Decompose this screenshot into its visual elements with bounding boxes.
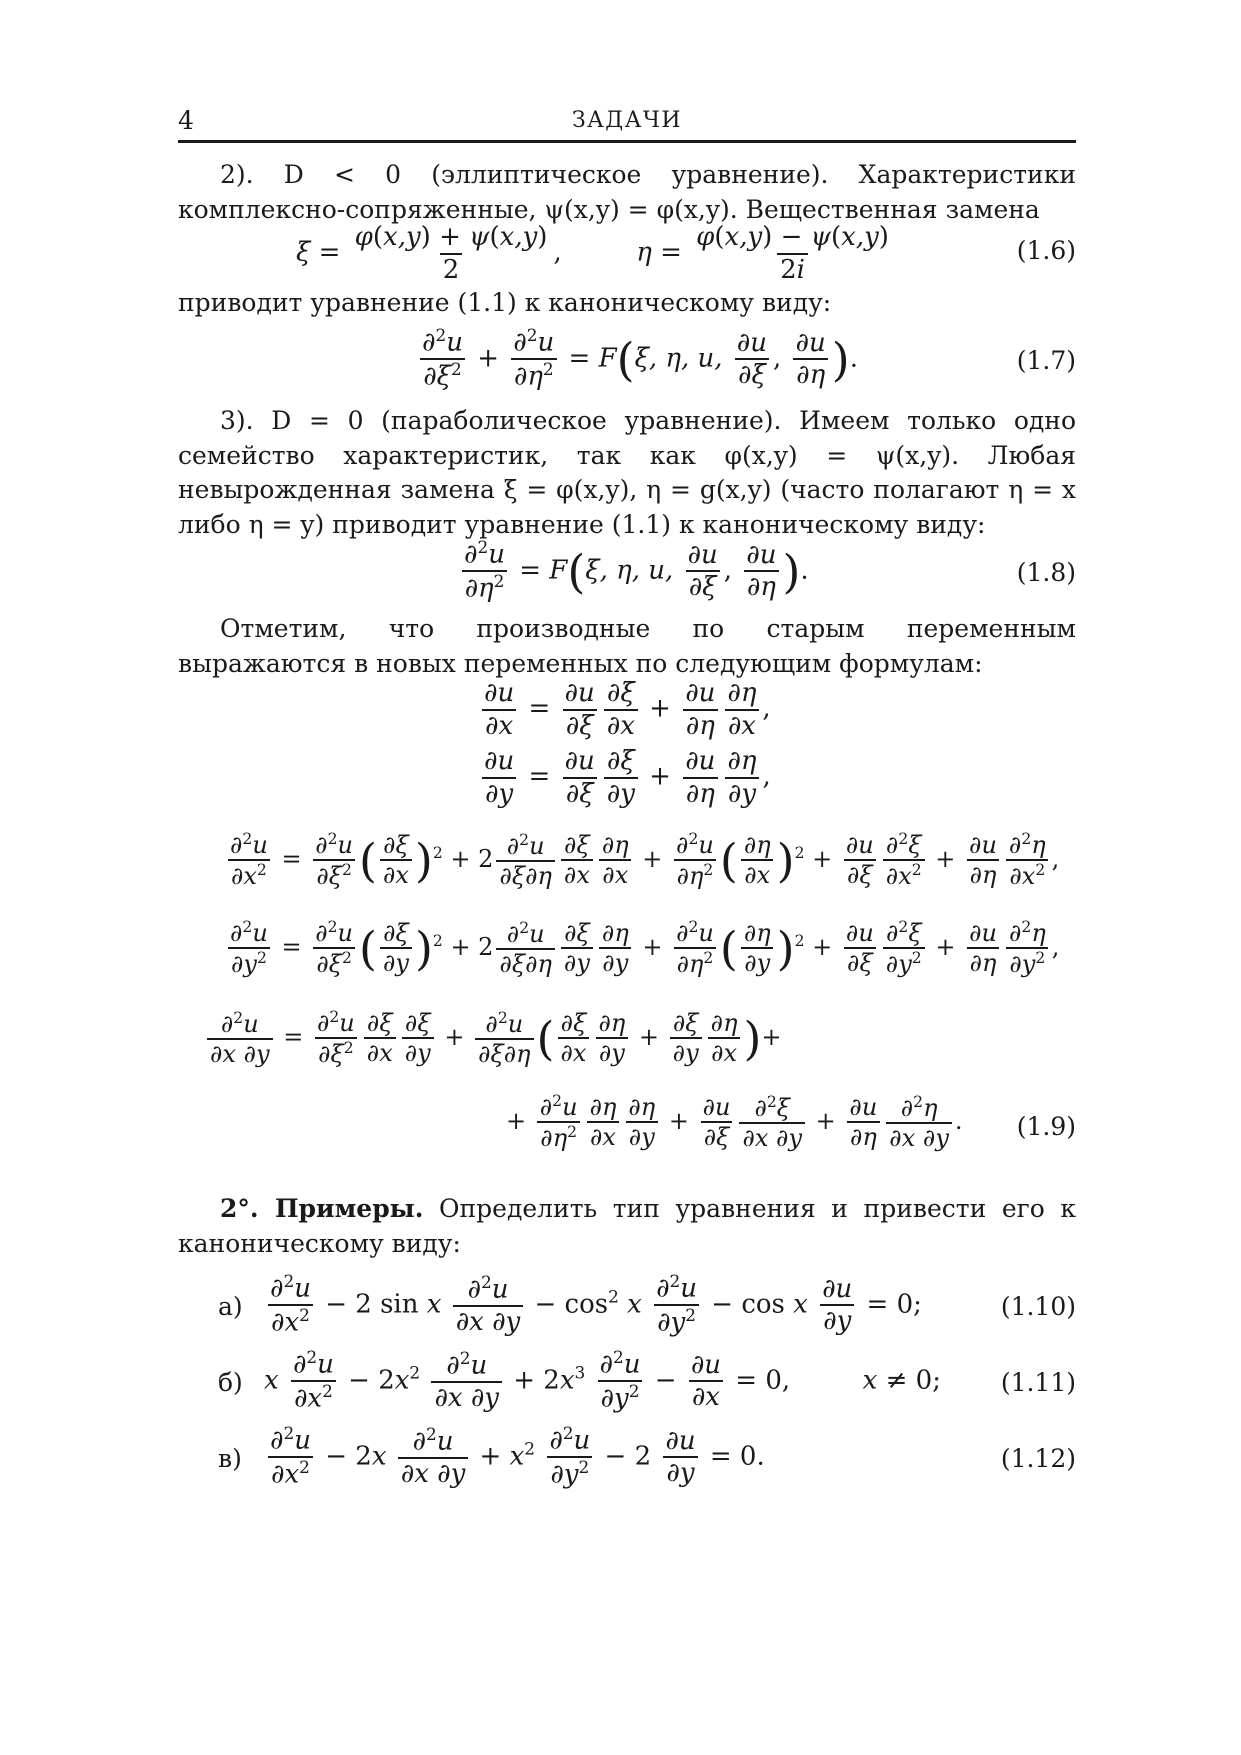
example-c: в) $\frac{\partial^2u}{\partial x^2}$ − 2x $\frac{\partial^2u}{\partial x \partial y}$ + $x^2$ $\frac{\partial^2u}{\partial y^2}$ − 2 $\frac{\partial u}{\partial y}$ = 0. (1.12)	[218, 1423, 1076, 1490]
paragraph-derivatives-intro: Отметим, что производные по старым переменным выражаются в новых переменных по следующим формулам:	[178, 614, 1076, 678]
equation-number: (1.7)	[1016, 346, 1076, 375]
running-title: ЗАДАЧИ	[571, 108, 683, 133]
equation-1-8: $\frac{\partial^2u}{\partial\eta^2}$ = F(ξ, η, u, $\frac{\partial u}{\partial\xi}$ , $\frac{\partial u}{\partial\eta}$ ). (1.8)	[178, 538, 1076, 612]
equation-d2u-dx2: $\frac{\partial^2u}{\partial x^2}$ = $\frac{\partial^2u}{\partial\xi^2}$ ( $\frac{\partial\xi}{\partial x}$ )$^2$ + 2 $\frac{\partial^2u}{\partial\xi\partial\eta}$ $\frac{\partial\xi}{\partial x}$ $\frac{\partial\eta}{\partial x}$ + $\frac{\partial^2u}{\partial\eta^2}$ ( $\frac{\partial\eta}{\partial x}$ )$^2$ + $\frac{\partial u}{\partial\xi}$ $\frac{\partial^2\xi}{\partial x^2}$ + $\frac{\partial u}{\partial\eta}$ $\frac{\partial^2\eta}{\partial x^2}$ ,	[178, 830, 1076, 904]
paragraph-examples	[178, 1192, 1076, 1261]
equation-number: (1.6)	[1016, 236, 1076, 265]
equation-d2u-dxdy: $\frac{\partial^2u}{\partial x \partial y}$ = $\frac{\partial^2u}{\partial\xi^2}$ $\frac{\partial\xi}{\partial x}$ $\frac{\partial\xi}{\partial y}$ + $\frac{\partial^2u}{\partial\xi\partial\eta}$ ( $\frac{\partial\xi}{\partial x}$ $\frac{\partial\eta}{\partial y}$ + $\frac{\partial\xi}{\partial y}$ $\frac{\partial\eta}{\partial x}$ )+	[178, 1008, 1076, 1082]
equation-number: (1.9)	[1016, 1112, 1076, 1141]
equation-number: (1.8)	[1016, 558, 1076, 587]
equation-1-7: $\frac{\partial^2u}{\partial\xi^2}$ + $\frac{\partial^2u}{\partial\eta^2}$ = F(ξ, η, u, $\frac{\partial u}{\partial\xi}$ , $\frac{\partial u}{\partial\eta}$ ). (1.7)	[422, 325, 1076, 392]
equation-number: (1.12)	[1000, 1444, 1076, 1473]
equation-du-dx: $\frac{\partial u}{\partial x}$ = $\frac{\partial u}{\partial\xi}$ $\frac{\partial\xi}{\partial x}$ + $\frac{\partial u}{\partial\eta}$ $\frac{\partial\eta}{\partial x}$ ,	[484, 678, 771, 741]
equation-d2u-dxdy-cont: + $\frac{\partial^2u}{\partial\eta^2}$ $\frac{\partial\eta}{\partial x}$ $\frac{\partial\eta}{\partial y}$ + $\frac{\partial u}{\partial\xi}$ $\frac{\partial^2\xi}{\partial x \partial y}$ + $\frac{\partial u}{\partial\eta}$ $\frac{\partial^2\eta}{\partial x \partial y}$ . (1.9)	[506, 1092, 1076, 1153]
paragraph-elliptic: 2). D < 0 (эллиптическое уравнение). Характеристики комплексно-сопряженные, ψ(x,y) = φ(x,y). Вещественная замена	[178, 160, 1076, 224]
example-label: б)	[218, 1368, 243, 1397]
example-label: а)	[218, 1292, 243, 1321]
equation-1-6: ξ = $\frac{\varphi(x,y) + \psi(x,y)}{2}$ , η = $\frac{\varphi(x,y) - \psi(x,y)}{2i}$ (1.6)	[296, 222, 1076, 285]
paragraph-parabolic: 3). D = 0 (параболическое уравнение). Имеем только одно семейство характеристик, так как φ(x,y) = ψ(x,y). Любая невырожденная замена ξ = φ(x,y), η = g(x,y) (часто полагают η = x либо η = y) приводит уравнение (1.1) к каноническому виду:	[178, 406, 1076, 539]
running-header	[178, 100, 1076, 143]
example-a: а) $\frac{\partial^2u}{\partial x^2}$ − 2 sin x $\frac{\partial^2u}{\partial x \partial y}$ − $\cos^2 x$ $\frac{\partial^2u}{\partial y^2}$ − cos x $\frac{\partial u}{\partial y}$ = 0; (1.10)	[218, 1271, 1076, 1338]
equation-number: (1.10)	[1000, 1292, 1076, 1321]
example-b: б) x $\frac{\partial^2u}{\partial x^2}$ − $2x^2$ $\frac{\partial^2u}{\partial x \partial y}$ + $2x^3$ $\frac{\partial^2u}{\partial y^2}$ − $\frac{\partial u}{\partial x}$ = 0, x ≠ 0; (1.11)	[218, 1347, 1076, 1414]
examples-text: Определить тип уравнения и привести его к каноническому виду:	[178, 1194, 1076, 1258]
equation-number: (1.11)	[1000, 1368, 1076, 1397]
equation-du-dy: $\frac{\partial u}{\partial y}$ = $\frac{\partial u}{\partial\xi}$ $\frac{\partial\xi}{\partial y}$ + $\frac{\partial u}{\partial\eta}$ $\frac{\partial\eta}{\partial y}$ ,	[484, 746, 771, 809]
equation-d2u-dy2: $\frac{\partial^2u}{\partial y^2}$ = $\frac{\partial^2u}{\partial\xi^2}$ ( $\frac{\partial\xi}{\partial y}$ )$^2$ + 2 $\frac{\partial^2u}{\partial\xi\partial\eta}$ $\frac{\partial\xi}{\partial y}$ $\frac{\partial\eta}{\partial y}$ + $\frac{\partial^2u}{\partial\eta^2}$ ( $\frac{\partial\eta}{\partial y}$ )$^2$ + $\frac{\partial u}{\partial\xi}$ $\frac{\partial^2\xi}{\partial y^2}$ + $\frac{\partial u}{\partial\eta}$ $\frac{\partial^2\eta}{\partial y^2}$ ,	[178, 918, 1076, 992]
example-label: в)	[218, 1444, 242, 1473]
paragraph-canonical-intro: приводит уравнение (1.1) к каноническому виду:	[178, 288, 832, 317]
page-number: 4	[178, 106, 194, 135]
section-label: 2°. Примеры.	[220, 1194, 424, 1223]
